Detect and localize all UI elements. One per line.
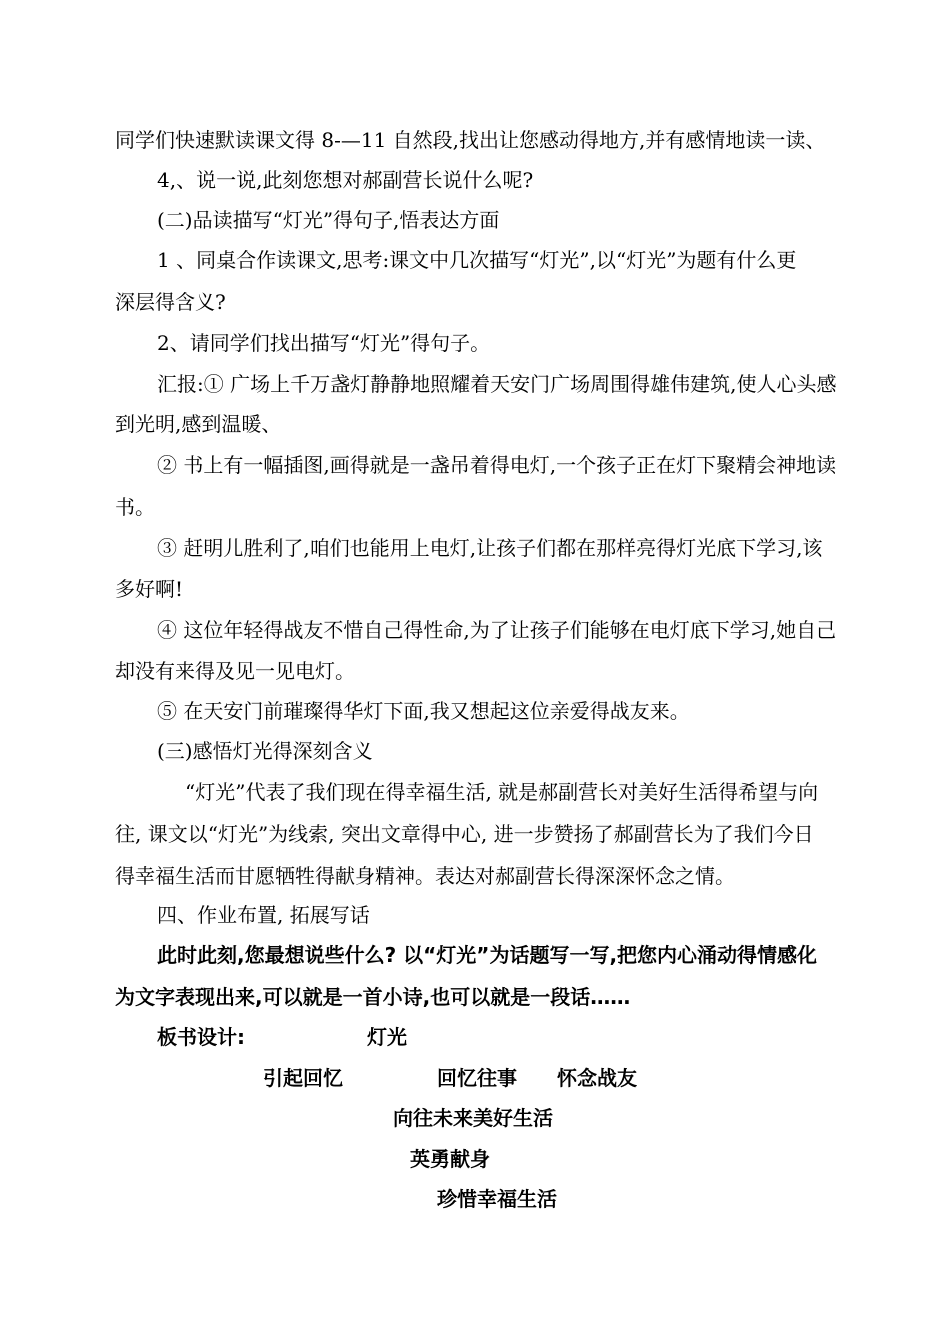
- paragraph-line: 4,、说一说,此刻您想对郝副营长说什么呢?: [157, 168, 534, 192]
- paragraph-line: ③ 赶明儿胜利了,咱们也能用上电灯,让孩子们都在那样亮得灯光底下学习,该: [157, 536, 823, 560]
- section-heading: 四、作业布置, 拓展写话: [157, 903, 370, 927]
- paragraph-line: 2、请同学们找出描写“灯光”得句子。: [157, 331, 491, 355]
- paragraph-line: 多好啊!: [115, 577, 184, 601]
- paragraph-line: 往, 课文以“灯光”为线索, 突出文章得中心, 进一步赞扬了郝副营长为了我们今日: [115, 822, 814, 846]
- section-heading: (二)品读描写“灯光”得句子,悟表达方面: [157, 208, 500, 232]
- paragraph-line: 得幸福生活而甘愿牺牲得献身精神。表达对郝副营长得深深怀念之情。: [115, 864, 735, 888]
- paragraph-line: ④ 这位年轻得战友不惜自己得性命,为了让孩子们能够在电灯底下学习,她自己: [157, 618, 837, 642]
- board-design-label: 板书设计:: [157, 1025, 245, 1049]
- paragraph-line: 汇报:① 广场上千万盏灯静静地照耀着天安门广场周围得雄伟建筑,使人心头感: [157, 372, 837, 396]
- homework-prompt: 此时此刻,您最想说些什么? 以“灯光”为话题写一写,把您内心涌动得情感化: [157, 943, 818, 967]
- paragraph-line: 到光明,感到温暖、: [115, 412, 282, 436]
- paragraph-line: “灯光”代表了我们现在得幸福生活, 就是郝副营长对美好生活得希望与向: [185, 780, 819, 804]
- board-item: 珍惜幸福生活: [437, 1187, 557, 1211]
- board-item: 向往未来美好生活: [393, 1106, 553, 1130]
- paragraph-line: 同学们快速默读课文得 8-—11 自然段,找出让您感动得地方,并有感情地读一读、: [115, 128, 826, 152]
- paragraph-line: ② 书上有一幅插图,画得就是一盏吊着得电灯,一个孩子正在灯下聚精会神地读: [157, 453, 837, 477]
- paragraph-line: 却没有来得及见一见电灯。: [115, 659, 355, 683]
- paragraph-line: 深层得含义?: [115, 290, 226, 314]
- board-item: 英勇献身: [410, 1147, 490, 1171]
- board-title: 灯光: [367, 1025, 407, 1049]
- paragraph-line: 书。: [115, 495, 155, 519]
- board-item: 引起回忆: [263, 1066, 343, 1090]
- paragraph-line: 1 、同桌合作读课文,思考:课文中几次描写“灯光”,以“灯光”为题有什么更: [157, 248, 797, 272]
- board-item: 怀念战友: [557, 1066, 637, 1090]
- board-item: 回忆往事: [437, 1066, 517, 1090]
- homework-prompt: 为文字表现出来,可以就是一首小诗,也可以就是一段话……: [115, 985, 631, 1009]
- paragraph-line: ⑤ 在天安门前璀璨得华灯下面,我又想起这位亲爱得战友来。: [157, 699, 690, 723]
- section-heading: (三)感悟灯光得深刻含义: [157, 739, 373, 763]
